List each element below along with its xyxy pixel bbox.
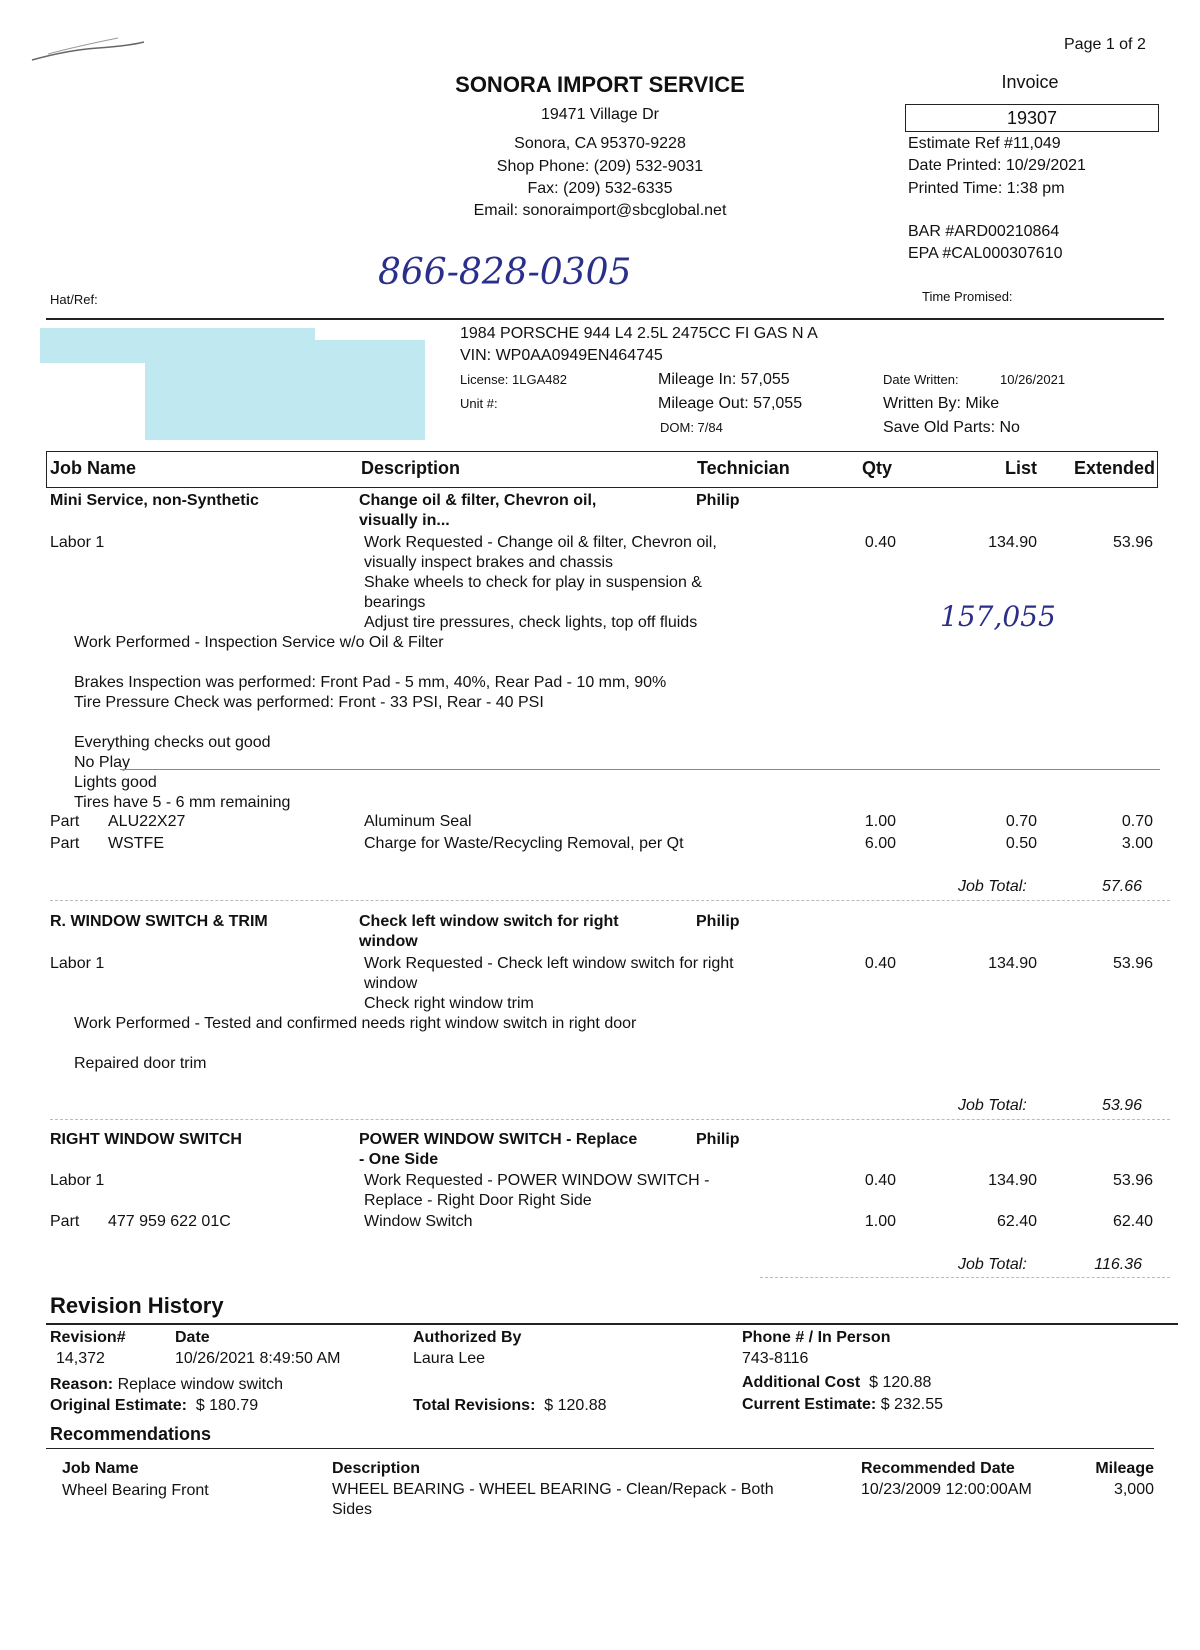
shop-name: SONORA IMPORT SERVICE xyxy=(455,72,745,97)
revision-number: 14,372 xyxy=(56,1350,105,1367)
job3-name: RIGHT WINDOW SWITCH xyxy=(50,1131,242,1148)
job1-labor-desc-2: visually inspect brakes and chassis xyxy=(364,554,614,571)
job2-labor-desc-3: Check right window trim xyxy=(364,995,534,1012)
original-estimate-value: $ 180.79 xyxy=(195,1397,259,1414)
part3-description: Window Switch xyxy=(364,1213,473,1230)
revision-divider xyxy=(46,1323,1178,1325)
job1-checks-good: Everything checks out good xyxy=(74,734,271,751)
job3-labor-label: Labor 1 xyxy=(50,1172,105,1189)
job3-labor-list: 134.90 xyxy=(988,1172,1037,1189)
printed-time: Printed Time: 1:38 pm xyxy=(908,180,1065,197)
vehicle-vin: VIN: WP0AA0949EN464745 xyxy=(460,347,663,364)
rec-job-name: Wheel Bearing Front xyxy=(62,1482,209,1499)
job1-labor-extended: 53.96 xyxy=(1112,534,1153,551)
handwritten-mileage: 157,055 xyxy=(940,600,1056,633)
revision-header-date: Date xyxy=(175,1329,210,1346)
job1-total: 57.66 xyxy=(1101,878,1142,895)
shop-address-1: 19471 Village Dr xyxy=(540,106,659,123)
part1-description: Aluminum Seal xyxy=(364,813,472,830)
mileage-out: Mileage Out: 57,055 xyxy=(658,395,803,412)
header-extended: Extended xyxy=(1073,458,1155,478)
date-printed: Date Printed: 10/29/2021 xyxy=(908,157,1086,174)
part1-type: Part xyxy=(50,813,80,830)
reason-label: Reason: xyxy=(50,1376,114,1393)
invoice-number: 19307 xyxy=(1006,108,1058,128)
job2-desc-line1: Check left window switch for right xyxy=(359,913,619,930)
shop-address-2: Sonora, CA 95370-9228 xyxy=(514,135,686,152)
hat-ref-label: Hat/Ref: xyxy=(50,292,98,307)
job1-labor-desc-4: bearings xyxy=(364,594,426,611)
vehicle-description: 1984 PORSCHE 944 L4 2.5L 2475CC FI GAS N A xyxy=(460,325,818,342)
part1-qty: 1.00 xyxy=(864,813,896,830)
rec-header-job: Job Name xyxy=(62,1460,139,1477)
scribble-mark xyxy=(28,28,148,68)
part3-qty: 1.00 xyxy=(864,1213,896,1230)
job2-labor-desc-1: Work Requested - Check left window switch for right xyxy=(364,955,734,972)
handwritten-phone: 866-828-0305 xyxy=(378,252,632,293)
part2-number: WSTFE xyxy=(108,835,164,852)
revision-phone: 743-8116 xyxy=(742,1350,809,1367)
reason-value: Replace window switch xyxy=(117,1376,283,1393)
written-by: Written By: Mike xyxy=(883,395,1000,412)
rec-header-description: Description xyxy=(332,1460,421,1477)
job3-total: 116.36 xyxy=(1094,1256,1142,1273)
fold-line xyxy=(120,769,1160,770)
job1-desc-line1: Change oil & filter, Chevron oil, xyxy=(359,492,597,509)
job2-labor-label: Labor 1 xyxy=(50,955,105,972)
job2-divider xyxy=(50,1119,1170,1120)
job2-labor-desc-2: window xyxy=(364,975,418,992)
rec-mileage: 3,000 xyxy=(1113,1481,1154,1498)
page-number: Page 1 of 2 xyxy=(1064,36,1146,53)
date-written: 10/26/2021 xyxy=(1000,372,1066,387)
date-written-label: Date Written: xyxy=(883,372,959,387)
job2-total-label: Job Total: xyxy=(958,1097,1027,1114)
job1-labor-desc-3: Shake wheels to check for play in suspension & xyxy=(364,574,702,591)
job3-labor-desc-2: Replace - Right Door Right Side xyxy=(364,1192,592,1209)
epa-number: EPA #CAL000307610 xyxy=(908,245,1063,262)
revision-header-number: Revision# xyxy=(50,1329,126,1346)
job2-name: R. WINDOW SWITCH & TRIM xyxy=(50,913,268,930)
save-old-parts: Save Old Parts: No xyxy=(883,419,1020,436)
job1-labor-desc-5: Adjust tire pressures, check lights, top off fluids xyxy=(364,614,698,631)
job1-labor-qty: 0.40 xyxy=(864,534,896,551)
shop-email: Email: sonoraimport@sbcglobal.net xyxy=(473,202,727,219)
shop-fax: Fax: (209) 532-6335 xyxy=(527,180,673,197)
part3-list: 62.40 xyxy=(996,1213,1037,1230)
header-job-name: Job Name xyxy=(50,458,137,478)
job3-desc-line1: POWER WINDOW SWITCH - Replace xyxy=(359,1131,638,1148)
part1-number: ALU22X27 xyxy=(108,813,186,830)
total-revisions-label: Total Revisions: xyxy=(413,1397,536,1414)
original-estimate-label: Original Estimate: xyxy=(50,1397,187,1414)
job3-desc-line2: - One Side xyxy=(359,1151,439,1168)
total-revisions-value: $ 120.88 xyxy=(544,1397,607,1414)
part2-description: Charge for Waste/Recycling Removal, per Qt xyxy=(364,835,684,852)
job1-brakes-inspection: Brakes Inspection was performed: Front Pad - 5 mm, 40%, Rear Pad - 10 mm, 90% xyxy=(74,674,667,691)
job1-divider xyxy=(50,900,1170,901)
estimate-ref: Estimate Ref #11,049 xyxy=(908,135,1061,152)
rec-description-line1: WHEEL BEARING - WHEEL BEARING - Clean/Repack - Both xyxy=(332,1481,774,1498)
job2-technician: Philip xyxy=(696,913,740,930)
job3-divider xyxy=(760,1277,1170,1278)
job1-labor-desc-1: Work Requested - Change oil & filter, Chevron oil, xyxy=(364,534,717,551)
vehicle-unit: Unit #: xyxy=(460,396,498,411)
job1-tires-remaining: Tires have 5 - 6 mm remaining xyxy=(74,794,291,811)
job1-desc-line2: visually in... xyxy=(359,512,450,529)
invoice-label: Invoice xyxy=(1001,72,1059,92)
mileage-in: Mileage In: 57,055 xyxy=(658,371,790,388)
job2-work-performed: Work Performed - Tested and confirmed needs right window switch in right door xyxy=(74,1015,637,1032)
recommendations-divider xyxy=(46,1448,1154,1449)
job2-labor-list: 134.90 xyxy=(988,955,1037,972)
header-technician: Technician xyxy=(697,458,790,478)
shop-phone: Shop Phone: (209) 532-9031 xyxy=(496,158,704,175)
job2-total: 53.96 xyxy=(1101,1097,1142,1114)
part2-type: Part xyxy=(50,835,80,852)
revision-header-phone: Phone # / In Person xyxy=(742,1329,891,1346)
revision-authorized-by: Laura Lee xyxy=(413,1350,486,1367)
rec-description-line2: Sides xyxy=(332,1501,373,1518)
revision-date: 10/26/2021 8:49:50 AM xyxy=(175,1350,341,1367)
job1-lights-good: Lights good xyxy=(74,774,157,791)
job2-repaired-trim: Repaired door trim xyxy=(74,1055,207,1072)
revision-header-authorized: Authorized By xyxy=(413,1329,522,1346)
job1-tire-pressure: Tire Pressure Check was performed: Front - 33 PSI, Rear - 40 PSI xyxy=(74,694,544,711)
vehicle-license: License: 1LGA482 xyxy=(460,372,567,387)
job3-total-label: Job Total: xyxy=(958,1256,1027,1273)
job3-labor-qty: 0.40 xyxy=(864,1172,896,1189)
revision-history-title: Revision History xyxy=(50,1293,224,1318)
part1-list: 0.70 xyxy=(1005,813,1037,830)
header-list: List xyxy=(1004,458,1037,478)
bar-number: BAR #ARD00210864 xyxy=(908,223,1060,240)
vehicle-dom: DOM: 7/84 xyxy=(660,420,723,435)
rec-date: 10/23/2009 12:00:00AM xyxy=(861,1481,1032,1498)
part3-extended: 62.40 xyxy=(1112,1213,1153,1230)
header-qty: Qty xyxy=(862,458,893,478)
job1-work-performed: Work Performed - Inspection Service w/o Oil & Filter xyxy=(74,634,444,651)
part2-qty: 6.00 xyxy=(864,835,896,852)
part2-list: 0.50 xyxy=(1005,835,1037,852)
job2-labor-qty: 0.40 xyxy=(864,955,896,972)
rec-header-mileage: Mileage xyxy=(1095,1460,1154,1477)
part1-extended: 0.70 xyxy=(1121,813,1153,830)
recommendations-title: Recommendations xyxy=(50,1424,212,1444)
job1-total-label: Job Total: xyxy=(958,878,1027,895)
job1-technician: Philip xyxy=(696,492,740,509)
job3-labor-desc-1: Work Requested - POWER WINDOW SWITCH - xyxy=(364,1172,710,1189)
additional-cost-value: $ 120.88 xyxy=(869,1374,932,1391)
job2-labor-extended: 53.96 xyxy=(1112,955,1153,972)
additional-cost-label: Additional Cost xyxy=(742,1374,861,1391)
part3-type: Part xyxy=(50,1213,80,1230)
job3-labor-extended: 53.96 xyxy=(1112,1172,1153,1189)
current-estimate-label: Current Estimate: xyxy=(742,1396,877,1413)
job1-name: Mini Service, non-Synthetic xyxy=(50,492,259,509)
redacted-customer-address xyxy=(145,340,425,440)
time-promised: Time Promised: xyxy=(922,289,1013,304)
header-divider xyxy=(46,318,1164,320)
job1-no-play: No Play xyxy=(74,754,131,771)
current-estimate-value: $ 232.55 xyxy=(880,1396,943,1413)
part2-extended: 3.00 xyxy=(1121,835,1153,852)
job2-desc-line2: window xyxy=(359,933,418,950)
part3-number: 477 959 622 01C xyxy=(108,1213,231,1230)
job3-technician: Philip xyxy=(696,1131,740,1148)
job1-labor-list: 134.90 xyxy=(988,534,1037,551)
rec-header-date: Recommended Date xyxy=(861,1460,1015,1477)
job1-labor-label: Labor 1 xyxy=(50,534,105,551)
header-description: Description xyxy=(361,458,461,478)
